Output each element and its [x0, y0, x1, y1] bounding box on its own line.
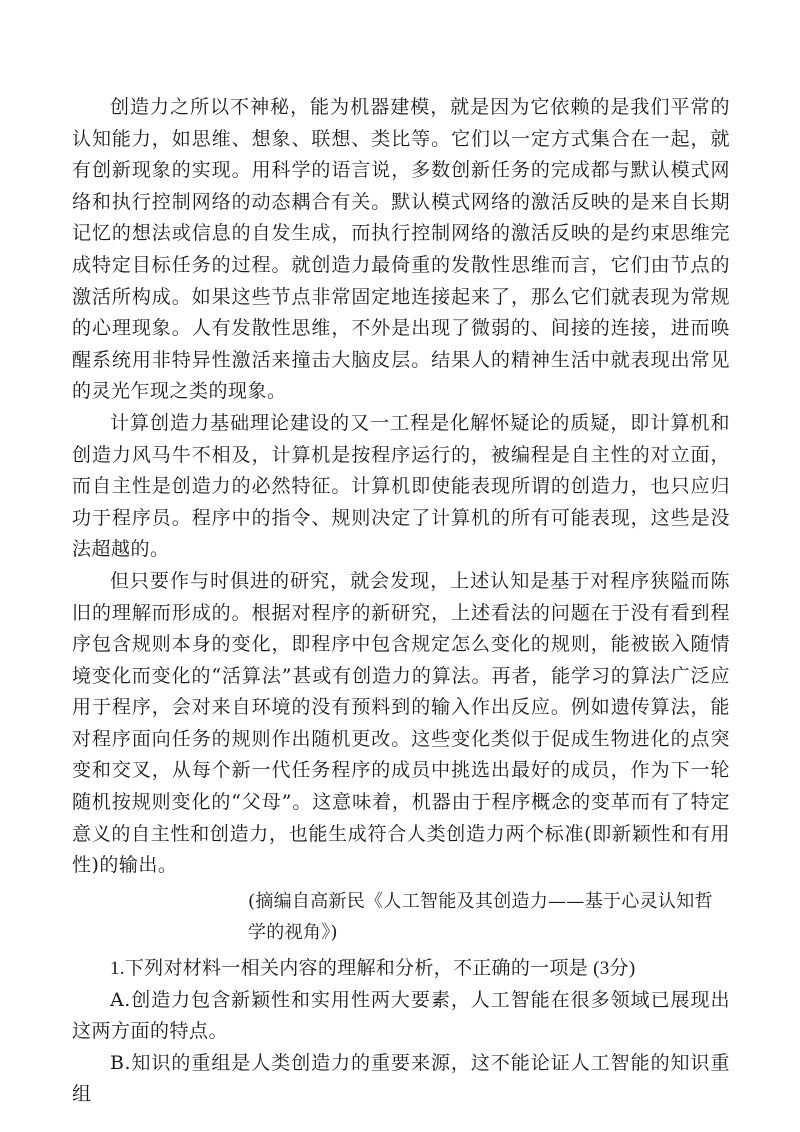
passage-source-citation: (摘编自高新民《人工智能及其创造力——基于心灵认知哲学的视角》) — [248, 890, 713, 944]
passage-paragraph-3: 但只要作与时俱进的研究，就会发现，上述认知是基于对程序狭隘而陈旧的理解而形成的。根据对程序的新研究，上述看法的问题在于没有看到程序包含规则本身的变化，即程序中包含规定怎么变化的规则，能被嵌入随情境变化而变化的“活算法”甚或有创造力的算法。再者，能学习的算法广泛应用于程序，会对来自环境的没有预料到的输入作出反应。例如遗传算法，能对程序面向任务的规则作出随机更改。这些变化类似于促成生物进化的点突变和交叉，从每个新一代任务程序的成员中挑选出最好的成员，作为下一轮随机按规则变化的“父母”。这意味着，机器由于程序概念的变革而有了特定意义的自主性和创造力，也能生成符合人类创造力两个标准(即新颖性和有用性)的输出。 — [72, 569, 730, 877]
question-stem: 1.下列对材料一相关内容的理解和分析，不正确的一项是 (3分) — [110, 958, 636, 980]
question-option-a: A.创造力包含新颖性和实用性两大要素，人工智能在很多领域已展现出这两方面的特点。 — [72, 988, 730, 1043]
passage-paragraph-2: 计算创造力基础理论建设的又一工程是化解怀疑论的质疑，即计算机和创造力风马牛不相及，计算机是按程序运行的，被编程是自主性的对立面，而自主性是创造力的必然特征。计算机即使能表现所谓的创造力，也只应归功于程序员。程序中的指令、规则决定了计算机的所有可能表现，这些是没法超越的。 — [72, 411, 730, 561]
passage-paragraph-1: 创造力之所以不神秘，能为机器建模，就是因为它依赖的是我们平常的认知能力，如思维、想象、联想、类比等。它们以一定方式集合在一起，就有创新现象的实现。用科学的语言说，多数创新任务的完成都与默认模式网络和执行控制网络的动态耦合有关。默认模式网络的激活反映的是来自长期记忆的想法或信息的自发生成，而执行控制网络的激活反映的是约束思维完成特定目标任务的过程。就创造力最倚重的发散性思维而言，它们由节点的激活所构成。如果这些节点非常固定地连接起来了，那么它们就表现为常规的心理现象。人有发散性思维，不外是出现了微弱的、间接的连接，进而唤醒系统用非特异性激活来撞击大脑皮层。结果人的精神生活中就表现出常见的灵光乍现之类的现象。 — [72, 96, 730, 403]
question-option-b: B.知识的重组是人类创造力的重要来源，这不能论证人工智能的知识重组 — [72, 1051, 730, 1106]
